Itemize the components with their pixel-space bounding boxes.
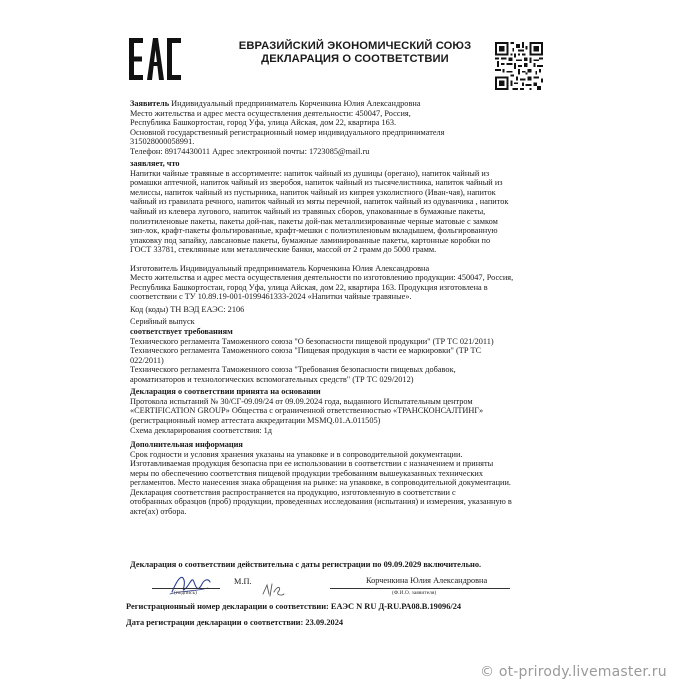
product-description-line: чайный из гравилата речного, напиток чайный из мяты перечной, напиток чайный из одуванчика , напиток <box>130 197 509 207</box>
validity-statement: Декларация о соответствии действительна с даты регистрации по 09.09.2029 включительно. <box>130 560 482 569</box>
signature-line <box>152 588 220 589</box>
additional-info-line: отобранных образцов (проб) продукции, проведенных исследования (испытания) и измерения, указанную в <box>130 497 512 507</box>
eac-logo-icon <box>127 36 183 82</box>
basis-section <box>130 387 570 435</box>
stamp-place-label: М.П. <box>234 577 252 586</box>
manufacturer-line: Республика Башкортостан, город Уфа, улица Айская, дом 22, квартира 163. Продукция изготовлена в <box>130 282 488 292</box>
stamp-initials-icon <box>260 582 286 598</box>
applicant-address: Республика Башкортостан, город Уфа, улица Айская, дом 22, квартира 163. <box>130 118 397 128</box>
product-description-line: полиэтиленовые пакеты, пакеты дой-пак, пакеты дой-пак металлизированные черные матовые с замком <box>130 216 498 226</box>
product-description-line: мелиссы, напиток чайный из пустырника, напиток чайный из кипрея узколистного (Иван-чая), напиток <box>130 187 496 197</box>
applicant-address: Место жительства и адрес места осуществления деятельности: 450047, Россия, <box>130 108 411 118</box>
regulation-line: Технического регламента Таможенного союза "О безопасности пищевой продукции" (ТР ТС 021/2011) <box>130 336 494 346</box>
signer-caption: (Ф.И.О. заявителя) <box>392 590 437 596</box>
product-description-line: зип-лок, крафт-пакеты фольгированные, крафт-мешки с полиэтиленовым вкладышем, фольгированную <box>130 226 498 236</box>
manufacturer-line: Место жительства и адрес места осуществления деятельности по изготовлению продукции: 450047, Россия, <box>130 273 514 283</box>
product-description-line: упаковку под запайку, лавсановые пакеты, бумажные ламинированные пакеты, картонные коробки по <box>130 235 491 245</box>
header-union-title: ЕВРАЗИЙСКИЙ ЭКОНОМИЧЕСКИЙ СОЮЗ <box>238 40 472 52</box>
watermark-text: © ot-prirody.livemaster.ru <box>480 664 667 680</box>
product-description-line: ГОСТ 33781, стеклянные или металлические банки, массой от 2 грамм до 5000 грамм. <box>130 245 437 255</box>
applicant-ogrnip: Основной государственный регистрационный номер индивидуального предпринимателя <box>130 127 445 137</box>
applicant-contacts: Телефон: 89174430011 Адрес электронной почты: 1723085@mail.ru <box>130 146 370 156</box>
additional-info-label: Дополнительная информация <box>130 440 243 450</box>
basis-line: Схема декларирования соответствия: 1д <box>130 425 273 435</box>
registration-number: Регистрационный номер декларации о соответствии: ЕАЭС N RU Д-RU.РА08.В.19096/24 <box>126 602 462 611</box>
declares-section <box>130 159 570 254</box>
qr-code-icon[interactable] <box>495 42 543 90</box>
manufacturer-section <box>130 264 570 327</box>
applicant-name: Индивидуальный предприниматель Корченкина Юлия Александровна <box>169 99 421 108</box>
product-description-line: чайный из клевера лугового, напиток чайный из травяных сборов, упакованные в бумажные пакеты, <box>130 207 486 217</box>
applicant-ogrnip: 315028000058991. <box>130 137 195 147</box>
basis-line: «CERTIFICATION GROUP» Общества с ограниченной ответственностью «ТРАНСКОНСАЛТИНГ» <box>130 406 484 416</box>
signature-caption: (подпись) <box>174 590 197 596</box>
document-header <box>225 40 485 66</box>
regulation-line: 022/2011) <box>130 355 164 365</box>
product-description-line: ромашки аптечной, напиток чайный из зверобоя, напиток чайный из тысячелистника, напиток чайный из <box>130 178 503 188</box>
declares-label: заявляет, что <box>130 159 180 169</box>
additional-info-line: акте(ах) отбора. <box>130 506 187 516</box>
header-declaration-title: ДЕКЛАРАЦИЯ О СООТВЕТСТВИИ <box>261 53 449 65</box>
declaration-body <box>130 99 570 516</box>
additional-info-line: меры по обеспечению соответствия пищевой продукции требованиям вышеуказанных технических <box>130 468 484 478</box>
applicant-section <box>130 99 570 156</box>
additional-info-line: регламентов. Место нанесения знака обращения на рынке: на упаковке, в сопроводительной документации. <box>130 478 511 488</box>
production-type: Серийный выпуск <box>130 317 195 327</box>
product-description-line: Напитки чайные травяные в ассортименте: напиток чайный из душицы (орегано), напиток чайный из <box>130 168 490 178</box>
hs-code: Код (коды) ТН ВЭД ЕАЭС: 2106 <box>130 304 245 314</box>
regulation-line: Технического регламента Таможенного союза "Требования безопасности пищевых добавок, <box>130 365 456 375</box>
basis-label: Декларация о соответствии принята на основании <box>130 387 321 397</box>
additional-info-line: Срок годности и условия хранения указаны на упаковке и в сопроводительной документации. <box>130 449 463 459</box>
additional-info-line: Декларация соответствия распространяется на продукцию, изготовленную в соответствии с <box>130 487 456 497</box>
manufacturer-line: соответствии с ТУ 10.89.19-001-0199461333-2024 «Напитки чайные травяные». <box>130 292 412 302</box>
regulation-line: ароматизаторов и технологических вспомогательных средств" (ТР ТС 029/2012) <box>130 374 414 384</box>
registration-date: Дата регистрации декларации о соответствии: 23.09.2024 <box>126 618 344 627</box>
signer-name: Корченкина Юлия Александровна <box>366 576 488 585</box>
manufacturer-line: Изготовитель Индивидуальный предприниматель Корченкина Юлия Александровна <box>130 263 430 273</box>
requirements-section <box>130 327 570 384</box>
basis-line: Протокола испытаний № 30/СГ-09.09/24 от 09.09.2024 года, выданного Испытательным центром <box>130 396 473 406</box>
additional-info-section <box>130 440 570 516</box>
requirements-label: соответствует требованиям <box>130 327 233 337</box>
applicant-label: Заявитель <box>130 99 170 108</box>
signer-name-line <box>330 588 510 589</box>
regulation-line: Технического регламента Таможенного союза "Пищевая продукция в части ее маркировки" (ТР ТС <box>130 346 482 356</box>
basis-line: (регистрационный номер аттестата аккредитации MSMQ.01.A.011505) <box>130 415 381 425</box>
additional-info-line: Изготавливаемая продукция безопасна при ее использовании в соответствии с назначением и приняты <box>130 459 494 469</box>
